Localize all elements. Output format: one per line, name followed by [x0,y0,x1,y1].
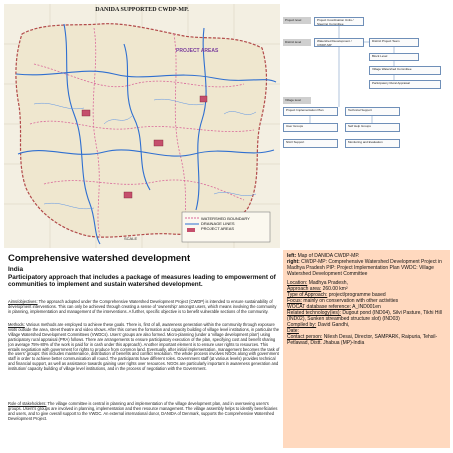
tech-key: Related technology(ies): [287,310,341,316]
diagram-node: Technical Support [345,107,400,116]
diagram-level-district: District level [283,39,311,46]
area-key: Approach area: [287,286,322,292]
location-key: Location: [287,280,308,286]
stakeholders-heading: Role of stakeholders: [8,401,47,406]
stakeholders-text: The village committee is central in planning and implementation of the village development plan, and in overseeing users's groups. Users's groups are involved in planning, implementation and then resource management. The village assembly helps to identify beneficiaries and users, and to give overall support to the VWDC. An external international donor, DANIDA of Denmark, supports the Comprehensive Watershed Development Project. [8,401,278,421]
wocat-value: A_IND001en [352,304,381,310]
legend-drainage: DRAINAGE LINES [201,221,235,226]
wocat-key: WOCAT database reference: [287,304,352,310]
date-key: Date: [287,328,299,334]
area-value: 260.00 km² [322,286,348,292]
diagram-level-project: Project level [283,17,311,24]
diagram-node: Participatory Rural Appraisal [369,80,441,89]
focus-value: mainly on conservation with other activities [303,298,399,304]
country-label: India [8,266,24,273]
caption-right: CWDP-MP: Comprehensive Watershed Development Project in Madhya Pradesh PIP: Project Implementation Plan VWDC: Village Watershed Development Committee [287,259,442,277]
aims-paragraph [8,300,280,315]
summary: Participatory approach that includes a package of measures leading to empowerment of communities to implement and sustain watershed development. [8,274,276,289]
map-legend [186,216,250,231]
diagram-node: Village Watershed Committee [369,66,441,75]
methods-text: Various methods are employed to achieve these goals. There is, first of all, awareness generation within the community through exposure visits outside the area, street theatre and video shows. After this comes the formation and capacity building of village level institutions, in particular the Village Watershed Development Committees (VWDCs). Users' groups are also formed. Micro-planning (under a 'village development plan') using participatory rural appraisal (PRA) follows. There are arrangements to ensure participatory execution of the plan, specifying cost and benefit sharing (on average 75%-80% of the work is paid for in cash under this approach). Another important element is to ensure user rights to resources. This entails negotiation with government for rights to produce from common land. Eventually, after initial implementation, management becomes the task of the users' groups: this includes maintenance, distribution of benefits and conflict resolution. The whole process involves NGOs along with government staff in order to achieve better communication all round. The participants have different roles. Government staff (at various levels) provides technical and financial support, as well as assistance towards gaining user rights over resources. NGOs are particularly important in awareness generation and institution/ capacity building of village level institutions, and in the process of negotiation with the Government. [8,322,280,372]
project-area-map [4,4,280,248]
info-panel [283,250,450,448]
caption-right-key: right: [287,259,300,265]
diagram-node: District Project Team [369,38,419,47]
document-title: Comprehensive watershed development [8,253,191,264]
contact-value: Nilesh Desai, Director, SAMPARK, Raipuria, Tehsil- Petlawad, Distt. Jhabua (MP)-India [287,334,438,346]
diagram-node: Project Implementation Plan [283,107,338,116]
diagram-node: Watershed Development / CWDP-MP [314,38,364,47]
institutional-diagram [283,17,450,245]
legend-project: PROJECT AREAS [201,226,235,231]
type-key: Type of Approach: [287,292,328,298]
map-title: DANIDA SUPPORTED CWDP-MP. [95,7,189,13]
diagram-node: Monitoring and Evaluation [345,139,400,148]
location-value: Madhya Pradesh, [308,280,348,286]
tech-value: Dugout pond (IND04), Silvi Pasture, Tikhi Hill (IND02), Sunken streambed structure slot) (IND03) [287,310,442,322]
aims-text: The approach adopted under the Comprehensive Watershed Development Project (CWDP) is intended to ensure sustainability of development interventions. This can only be achieved through creating a sense of 'ownership' amongst users, which means involving the community in planning, implementation and management of the interventions. A further, specific objective is to benefit vulnerable sections of the community. [8,299,277,314]
diagram-node: Project Coordination Units / Steering Committee [314,17,364,26]
focus-key: Focus: [287,298,303,304]
map-graphic [4,4,280,248]
stakeholders-paragraph [8,402,280,422]
diagram-node: Block Level [369,53,419,61]
compiled-key: Compiled by: [287,322,317,328]
contact-key: Contact person: [287,334,323,340]
type-value: project/programme based [328,292,386,298]
caption-left-key: left: [287,253,297,259]
diagram-level-village: Village level [283,97,311,104]
diagram-node: NGO Support [283,139,338,148]
aims-heading: Aims/objectives: [8,299,38,304]
map-scale: SCALE [124,236,138,241]
caption-left: Map of DANIDA CWDP-MP. [297,253,360,259]
methods-heading: Methods: [8,322,25,327]
legend-watershed: WATERSHED BOUNDARY [201,216,250,221]
diagram-node: Self Help Groups [345,123,400,132]
methods-paragraph [8,323,280,372]
map-subtitle: PROJECT AREAS [176,48,219,54]
compiled-value: David Gandhi, [317,322,350,328]
diagram-node: User Groups [283,123,338,132]
